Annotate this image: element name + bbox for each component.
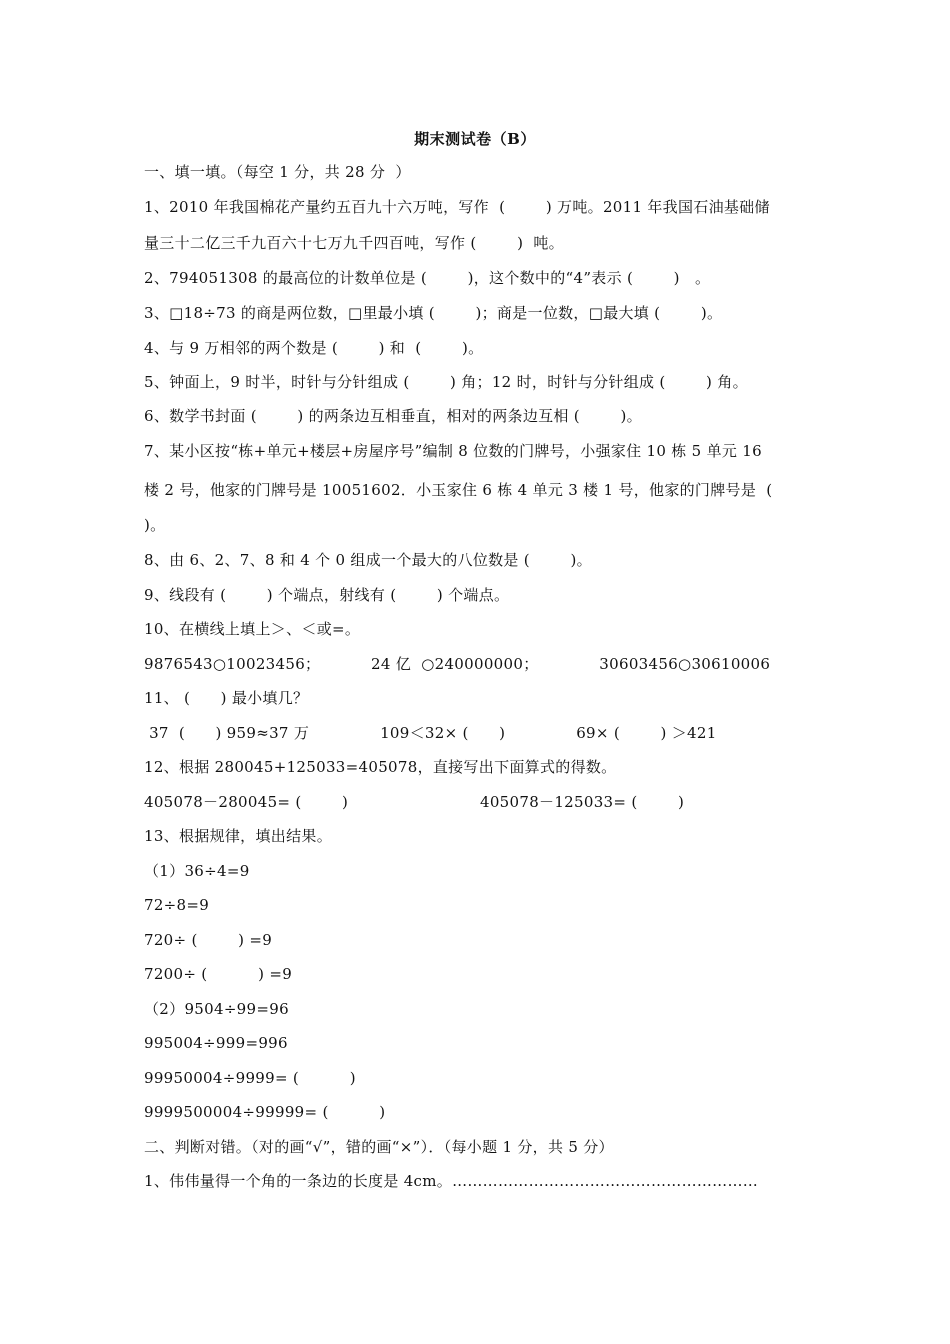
question-7-line-1: 7、某小区按“栋+单元+楼层+房屋序号”编制 8 位数的门牌号，小强家住 10 栋 5 单元 16 xyxy=(144,442,762,460)
question-13-part-2-d: 9999500004÷99999= ( ) xyxy=(144,1103,386,1121)
question-11: 11、 ( ) 最小填几？ xyxy=(144,689,309,707)
question-1-line-2: 量三十二亿三千九百六十七万九千四百吨，写作 ( ) 吨。 xyxy=(144,234,564,252)
question-7-line-3: )。 xyxy=(144,516,166,534)
page-title: 期末测试卷（B） xyxy=(414,130,536,148)
question-13-part-1-a: （1）36÷4=9 xyxy=(144,862,250,880)
question-8: 8、由 6、2、7、8 和 4 个 0 组成一个最大的八位数是 ( )。 xyxy=(144,551,592,569)
question-3: 3、□18÷73 的商是两位数，□里最小填 ( )；商是一位数，□最大填 ( )。 xyxy=(144,304,723,322)
question-10: 10、在横线上填上＞、＜或=。 xyxy=(144,620,361,638)
question-10-comparisons: 9876543○10023456； 24 亿 ○240000000； 30603456○30610006 xyxy=(144,655,771,673)
question-13: 13、根据规律，填出结果。 xyxy=(144,827,332,845)
question-13-part-1-b: 72÷8=9 xyxy=(144,896,210,914)
section-1-heading: 一、填一填。（每空 1 分，共 28 分 ） xyxy=(144,163,411,181)
question-13-part-2-a: （2）9504÷99=96 xyxy=(144,1000,289,1018)
section-2-heading: 二、判断对错。（对的画“√”，错的画“×”）．（每小题 1 分，共 5 分） xyxy=(144,1138,614,1156)
question-7-line-2: 楼 2 号，他家的门牌号是 10051602．小玉家住 6 栋 4 单元 3 楼 1 号，他家的门牌号是 ( xyxy=(144,481,773,499)
question-12-items: 405078－280045= ( ) 405078－125033= ( ) xyxy=(144,793,685,811)
question-6: 6、数学书封面 ( ) 的两条边互相垂直，相对的两条边互相 ( )。 xyxy=(144,407,642,425)
question-1-line-1: 1、2010 年我国棉花产量约五百九十六万吨，写作 ( ) 万吨。2011 年我国石油基础储 xyxy=(144,198,770,216)
question-5: 5、钟面上，9 时半，时针与分针组成 ( ) 角；12 时，时针与分针组成 ( ) 角。 xyxy=(144,373,748,391)
question-9: 9、线段有 ( ) 个端点，射线有 ( ) 个端点。 xyxy=(144,586,510,604)
question-4: 4、与 9 万相邻的两个数是 ( ) 和 ( )。 xyxy=(144,339,484,357)
question-11-items: 37 ( ) 959≈37 万 109＜32× ( ) 69× ( ) ＞421 xyxy=(144,724,717,742)
question-13-part-2-b: 995004÷999=996 xyxy=(144,1034,288,1052)
question-13-part-2-c: 99950004÷9999= ( ) xyxy=(144,1069,356,1087)
question-12: 12、根据 280045+125033=405078，直接写出下面算式的得数。 xyxy=(144,758,617,776)
judgement-question-1: 1、伟伟量得一个角的一条边的长度是 4cm。…………………………………………………… xyxy=(144,1172,759,1190)
question-13-part-1-d: 7200÷ ( ) =9 xyxy=(144,965,293,983)
question-2: 2、794051308 的最高位的计数单位是 ( )，这个数中的“4”表示 ( ) 。 xyxy=(144,269,711,287)
question-13-part-1-c: 720÷ ( ) =9 xyxy=(144,931,273,949)
